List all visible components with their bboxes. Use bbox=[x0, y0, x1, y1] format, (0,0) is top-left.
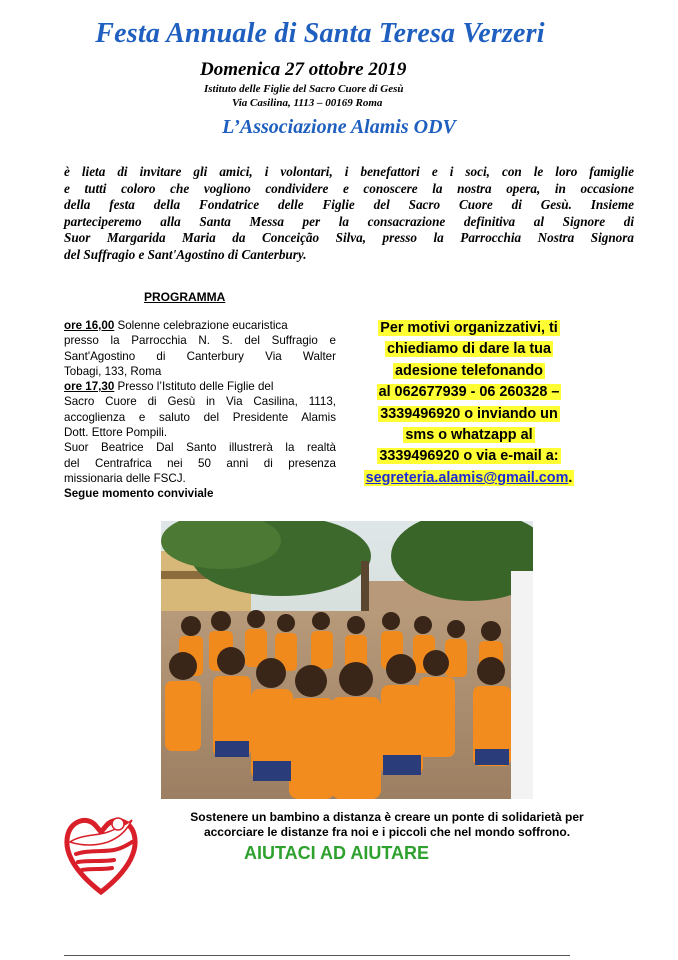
program-line: presso la Parrocchia N. S. del Suffragio e bbox=[64, 334, 336, 348]
programma-list bbox=[64, 318, 336, 502]
intro-line: e tutti coloro che vogliono condividere e conoscere la nostra opera, in occasione bbox=[64, 180, 634, 196]
page-title: Festa Annuale di Santa Teresa Verzeri bbox=[95, 18, 545, 49]
callout-line: 3339496920 o inviando un bbox=[380, 405, 558, 422]
programma-heading: PROGRAMMA bbox=[144, 290, 226, 304]
address-line-1: Istituto delle Figlie del Sacro Cuore di Gesù bbox=[204, 83, 404, 95]
callout-line: sms o whatzapp al bbox=[405, 427, 533, 444]
address-line-2: Via Casilina, 1113 – 00169 Roma bbox=[232, 97, 383, 109]
event-date: Domenica 27 ottobre 2019 bbox=[200, 59, 407, 80]
program-item-1-first-line bbox=[64, 318, 336, 333]
rsvp-callout bbox=[340, 318, 598, 489]
program-line: Sant'Agostino di Canterbury Via Walter bbox=[64, 349, 336, 363]
intro-line: parteciperemo alla Santa Messa per la consacrazione definitiva al Signore di bbox=[64, 213, 634, 229]
program-time-1: ore 16,00 bbox=[64, 319, 115, 332]
heart-hands-icon bbox=[62, 806, 140, 896]
program-line: Presso l’Istituto delle Figlie del bbox=[114, 380, 274, 394]
program-closing: Segue momento conviviale bbox=[64, 487, 214, 501]
children-photo bbox=[161, 521, 533, 799]
intro-paragraph bbox=[64, 164, 634, 264]
program-line: Dott. Ettore Pompili. bbox=[64, 426, 168, 440]
email-link[interactable]: segreteria.alamis@gmail.com bbox=[365, 469, 569, 486]
support-text bbox=[152, 810, 622, 840]
callout-line: chiediamo di dare la tua bbox=[387, 341, 551, 358]
intro-line: della festa della Fondatrice delle Figlie del Sacro Cuore di Gesù. Insieme bbox=[64, 197, 634, 213]
intro-line: è lieta di invitare gli amici, i volontari, i benefattori e i soci, con le loro famiglie bbox=[64, 164, 634, 179]
callout-line: 3339496920 o via e-mail a: bbox=[379, 448, 559, 465]
callout-line: adesione telefonando bbox=[395, 362, 543, 379]
support-line: accorciare le distanze fra noi e i piccoli che nel mondo soffrono. bbox=[203, 825, 571, 839]
children-photo-illustration bbox=[161, 521, 533, 799]
program-line: Tobagi, 133, Roma bbox=[64, 364, 162, 378]
program-time-2: ore 17,30 bbox=[64, 380, 115, 394]
program-line: Suor Beatrice Dal Santo illustrerà la realtà bbox=[64, 441, 336, 455]
association-name: L’Associazione Alamis ODV bbox=[222, 116, 456, 138]
callout-line: al 062677939 - 06 260328 – bbox=[378, 384, 560, 401]
bottom-divider bbox=[64, 955, 570, 956]
email-suffix: . bbox=[568, 469, 573, 486]
intro-line: Suor Margarida Maria da Conceição Silva, presso la Parrocchia Nostra Signora bbox=[64, 230, 634, 246]
association-logo bbox=[62, 806, 140, 896]
program-line: missionaria delle FSCJ. bbox=[64, 471, 186, 485]
support-line: Sostenere un bambino a distanza è creare un ponte di solidarietà per bbox=[190, 810, 584, 824]
intro-line: del Suffragio e Sant'Agostino di Canterbury. bbox=[64, 246, 307, 262]
program-line: del Centrafrica nei 50 anni di presenza bbox=[64, 456, 336, 470]
program-item-2-first-line bbox=[64, 379, 336, 394]
program-line: accoglienza e saluto del Presidente Alamis bbox=[64, 410, 336, 424]
callout-line: Per motivi organizzativi, ti bbox=[380, 320, 558, 336]
program-line: Solenne celebrazione eucaristica bbox=[114, 319, 288, 332]
program-line: Sacro Cuore di Gesù in Via Casilina, 1113, bbox=[64, 395, 336, 409]
slogan: AIUTACI AD AIUTARE bbox=[244, 843, 429, 863]
